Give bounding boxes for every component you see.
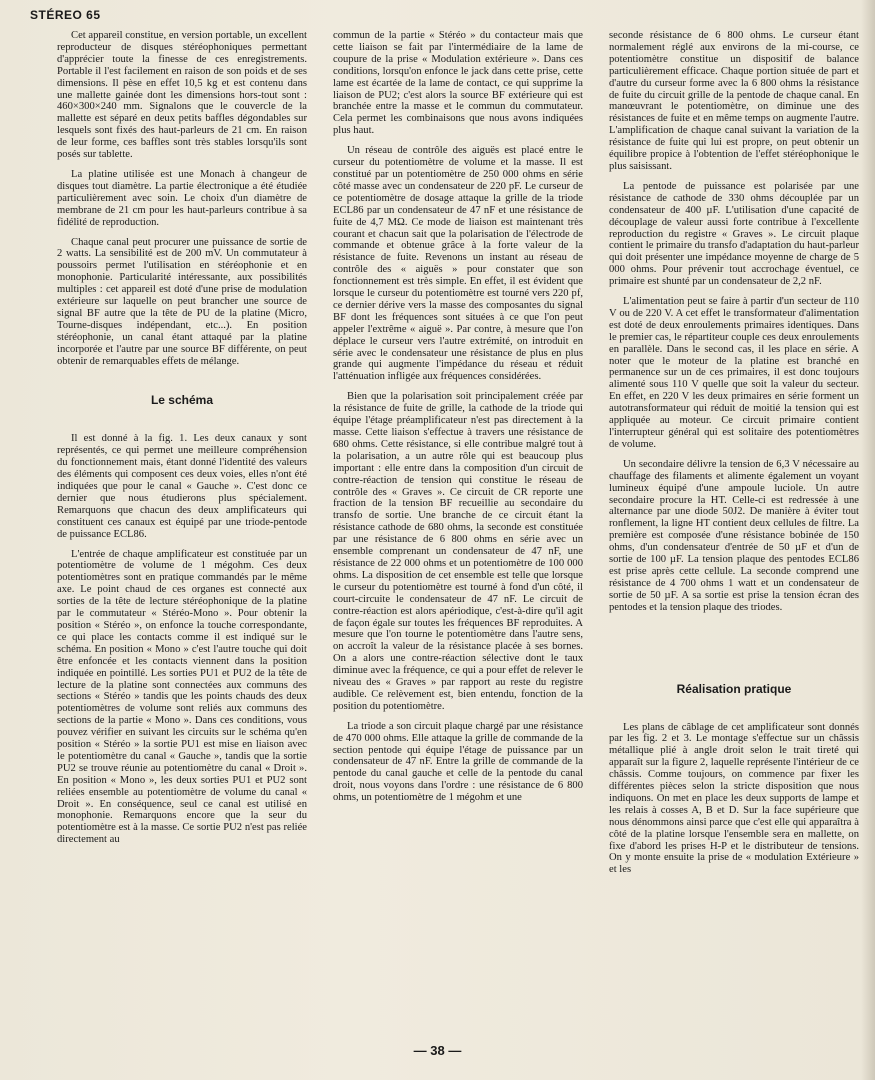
paragraph: commun de la partie « Stéréo » du contacteur mais que cette liaison se fait par l'intermédiaire de la lame de coupure de la prise « Modulation extérieure ». Dans ces conditions, lorsqu'on enfonce le jack dans cette prise, cette lame est écartée de la lame de contact, ce qui supprime la liaison de PU2; c'est alors la source BF extérieure qui est branchée entre la masse et le commun du commutateur. Cela permet les combinaisons que nous avons indiquées plus haut. (333, 30, 583, 137)
paragraph: La platine utilisée est une Monach à changeur de disques tout diamètre. La partie électronique a été étudiée particulièrement avec soin. Le choix d'un diamètre de membrane de 21 cm pour les haut-parleurs contribue à sa fidélité de reproduction. (57, 168, 307, 228)
text-column-1 (57, 30, 307, 1040)
paragraph: Cet appareil constitue, en version portable, un excellent reproducteur de disques stéréophoniques permettant d'apprécier toute la finesse de ces enregistrements. Portable il l'est facilement en raison de son poids et de ses dimensions. Il pèse en effet 10,5 kg et est contenu dans une mallette gainée dont les dimensions hors-tout sont : 460×300×240 mm. Signalons que le couvercle de la mallette est séparé en deux petits baffles dégondables sur lesquels sont fixés des haut-parleurs de 21 cm. En raison de leur forme, ces baffles sont très stables lorsqu'ils sont posés sur tablette. (57, 30, 307, 161)
paragraph: Bien que la polarisation soit principalement créée par la résistance de fuite de grille, la cathode de la triode qui équipe l'étage préamplificateur n'est pas directement à la masse. Cette liaison s'effectue à travers une résistance de 680 ohms. Cette résistance, si elle contribue malgré tout à la polarisation, a un autre rôle qui est beaucoup plus important : elle entre dans la composition d'un circuit de contre-réaction de tension qui constitue le réseau de contrôle des « Graves ». Ce circuit de CR reporte une fraction de la tension BF recueillie au secondaire du transfo de sortie. Une branche de ce circuit étant la résistance cathode de 680 ohms, la seconde est constituée par une résistance de 6 800 ohms en série avec un ensemble comprenant un condensateur de 47 nF, une résistance de 22 000 ohms et un potentiomètre de 100 000 ohms. La disposition de cet ensemble est telle que lorsque le curseur du potentiomètre est tourné à fond d'un côté, il court-circuite le condensateur de 47 nF. Le circuit de contre-réaction est alors apériodique, c'est-à-dire qu'il agit de façon égale sur toutes les fréquences BF reproduites. A mesure que l'on tourne le potentiomètre dans l'autre sens, on accroît la valeur de la résistance placée à ses bornes. On a alors une contre-réaction sélective dont le taux diminue avec la fréquence, ce qui a pour effet de relever le niveau des « Graves » par rapport au reste du registre audible. Ce relèvement est, bien entendu, fonction de la position du potentiomètre. (333, 391, 583, 712)
paragraph: L'entrée de chaque amplificateur est constituée par un potentiomètre de volume de 1 mégohm. Ces deux potentiomètres sont en pratique commandés par le même axe. Le point chaud de ces organes est connecté aux sorties de la tête de lecture stéréophonique de la platine par le commutateur « Stéréo-Mono ». Pour obtenir la position « Stéréo », on enfonce la touche correspondante, ce qui place les contacts comme il est indiqué sur le schéma. En position « Mono » c'est l'autre touche qui doit être enfoncée et les contacts viennent dans la position indiquée en pointillé. Les sorties PU1 et PU2 de la tête de lecture de la platine sont connectées aux communs des sections « Stéréo » tandis que les points chauds des deux potentiomètres de volume sont reliés aux communs des sections de la partie « Mono ». Dans ces conditions, vous pouvez vérifier en suivant les circuits sur le schéma qu'en position « Stéréo » la sortie PU1 est mise en liaison avec le potentiomètre du canal « Gauche », tandis que la sortie PU2 se trouve réunie au potentiomètre du canal « Droit ». En position « Mono », les deux sorties PU1 et PU2 sont reliées ensemble au potentiomètre de volume du canal « Droit ». En conséquence, seul ce canal est utilisé en monophonie. Remarquons encore que la seur du potentiomètre est à la masse. Ce sortie PU2 n'est pas reliée directement au (57, 548, 307, 846)
text-column-2 (333, 30, 583, 1040)
running-head: STÉREO 65 (30, 8, 101, 22)
paragraph: Un secondaire délivre la tension de 6,3 V nécessaire au chauffage des filaments et alimente également un voyant lumineux équipé d'une ampoule luciole. Un autre secondaire procure la HT. Celle-ci est redressée à une alternance par une diode 50J2. De manière à éviter tout ronflement, la ligne HT contient deux cellules de filtre. La première est composée d'une résistance bobinée de 150 ohms, d'un condensateur d'entrée de 50 µF et d'un de sortie de 100 µF. La tension plaque des pentodes ECL86 est prise après cette cellule. La seconde comprend une résistance de 4 700 ohms 1 watt et un condensateur de sortie de 50 µF. A sa sortie est prise la tension écran des pentodes et la tension plaque des triodes. (609, 458, 859, 613)
paragraph: Chaque canal peut procurer une puissance de sortie de 2 watts. La sensibilité est de 200 mV. Un commutateur à poussoirs permet l'utilisation en stéréophonie et en monophonie. Particularité intéressante, aux possibilités multiples : cet appareil est doté d'une prise de modulation extérieure sur laquelle on peut brancher une source de signal BF autre que la tête de PU de la platine (Micro, Tourne-disques indépendant, etc...). En position stéréophonie, un canal étant attaqué par la platine incorporée et l'autre par une source BF différente, on peut obtenir de remarquables effets de mélange. (57, 236, 307, 367)
paragraph: Les plans de câblage de cet amplificateur sont donnés par les fig. 2 et 3. Le montage s'effectue sur un châssis métallique plié à angle droit selon le trait tireté qui apparaît sur la figure 2, laquelle représente l'intérieur de ce châssis. Comme toujours, on commence par fixer les différentes pièces selon la stricte disposition que nous indiquons. On met en place les deux supports de lampe et les relais à cosses A, B et D. Sur la face supérieure que nous dénommons ainsi parce que c'est elle qui apparaîtra à côté de la platine lorsque l'ensemble sera en mallette, on fixe d'abord les prises H-P et le distributeur de tensions. On y monte ensuite la prise de « modulation Extérieure » et les (609, 721, 859, 876)
page-number: — 38 — (413, 1043, 462, 1058)
text-column-3 (609, 30, 859, 1040)
paragraph: L'alimentation peut se faire à partir d'un secteur de 110 V ou de 220 V. A cet effet le transformateur d'alimentation est doté de deux enroulements primaires identiques. Dans le premier cas, le répartiteur couple ces deux enroulements en parallèle. Dans le second cas, il les place en série. A noter que le moteur de la platine est branché en permanence sur un de ces primaires, il est donc toujours alimenté sous 110 V quelle que soit la valeur du secteur. En effet, en 220 V les deux primaires en série forment un autotransformateur qui réduit de moitié la tension qui est appliquée au moteur. Ce circuit primaire contient l'interrupteur général qui est solitaire des potentiomètres de volume. (609, 296, 859, 450)
paragraph: La pentode de puissance est polarisée par une résistance de cathode de 330 ohms découplée par un condensateur de 400 µF. L'utilisation d'une capacité de découplage de valeur aussi forte contribue à l'excellente reproduction du registre « Graves ». Le circuit plaque contient le primaire du transfo d'adaptation du haut-parleur qui doit présenter une impédance moyenne de charge de 5 000 ohms. Pour prévenir tout accrochage éventuel, ce primaire est shunté par un condensateur de 2,2 nF. (609, 180, 859, 288)
section-heading: Le schéma (150, 393, 214, 408)
paragraph: Il est donné à la fig. 1. Les deux canaux y sont représentés, ce qui permet une meilleure compréhension du fonctionnement mais, étant donné l'identité des valeurs des éléments qui composent ces deux voies, elles n'ont été indiquées que pour le canal « Gauche ». C'est donc ce dernier que nous étudierons plus spécialement. Remarquons que chacun des deux amplificateurs qui constituent ces canaux est équipé par une triode-pentode de puissance ECL86. (57, 433, 307, 540)
paragraph: La triode a son circuit plaque chargé par une résistance de 470 000 ohms. Elle attaque la grille de commande de la section pentode qui équipe l'étage de puissance par un condensateur de 47 nF. Entre la grille de commande de la pentode du canal gauche et celle de la pentode du canal droit, nous voyons dans l'ordre : une résistance de 6 800 ohms, un potentiomètre de 1 mégohm et une (333, 720, 583, 804)
paragraph: Un réseau de contrôle des aiguës est placé entre le curseur du potentiomètre de volume et la masse. Il est constitué par un potentiomètre de 250 000 ohms en série côté masse avec un condensateur de 220 pF. Le curseur de ce potentiomètre de dosage attaque la grille de la triode ECL86 par un condensateur de 47 nF et une résistance de fuite de 4,7 MΩ. Ce mode de liaison est maintenant très courant et chacun sait que la polarisation de l'électrode de commande et obtenue grâce à la forte valeur de la résistance de fuite. Revenons un instant au réseau de contrôle des « aiguës » pour constater que son fonctionnement est très simple. En effet, il est évident que lorsque le curseur du potentiomètre est tourné vers 220 pf, ce dernier dérive vers la masse des composantes du signal BF dont les fréquences sont situées à ce que l'on peut appeler l'extrême « aiguë ». Par contre, à mesure que l'on déplace le curseur vers l'autre extrémité, on introduit en série avec le condensateur une résistance de plus en plus grande qui augmente l'impédance du réseau et réduit l'atténuation infligée aux fréquences considérées. (333, 145, 583, 383)
paragraph: seconde résistance de 6 800 ohms. Le curseur étant normalement réglé aux environs de la mi-course, ce potentiomètre constitue un dispositif de balance particulièrement efficace. Chaque portion située de part et d'autre du curseur forme avec la 6 800 ohms la résistance de fuite du circuit grille de la pentode de chaque canal. En manœuvrant le potentiomètre, on diminue une des résistances de fuite et en même temps on augmente l'autre. L'amplification de chaque canal suivant la variation de la résistance de fuite qui lui est propre, on peut obtenir un équilibre propice à l'obtention de l'effet stéréophonique le plus saisissant. (609, 30, 859, 172)
page-edge-shadow (861, 0, 875, 1080)
section-heading: Réalisation pratique (676, 681, 792, 696)
